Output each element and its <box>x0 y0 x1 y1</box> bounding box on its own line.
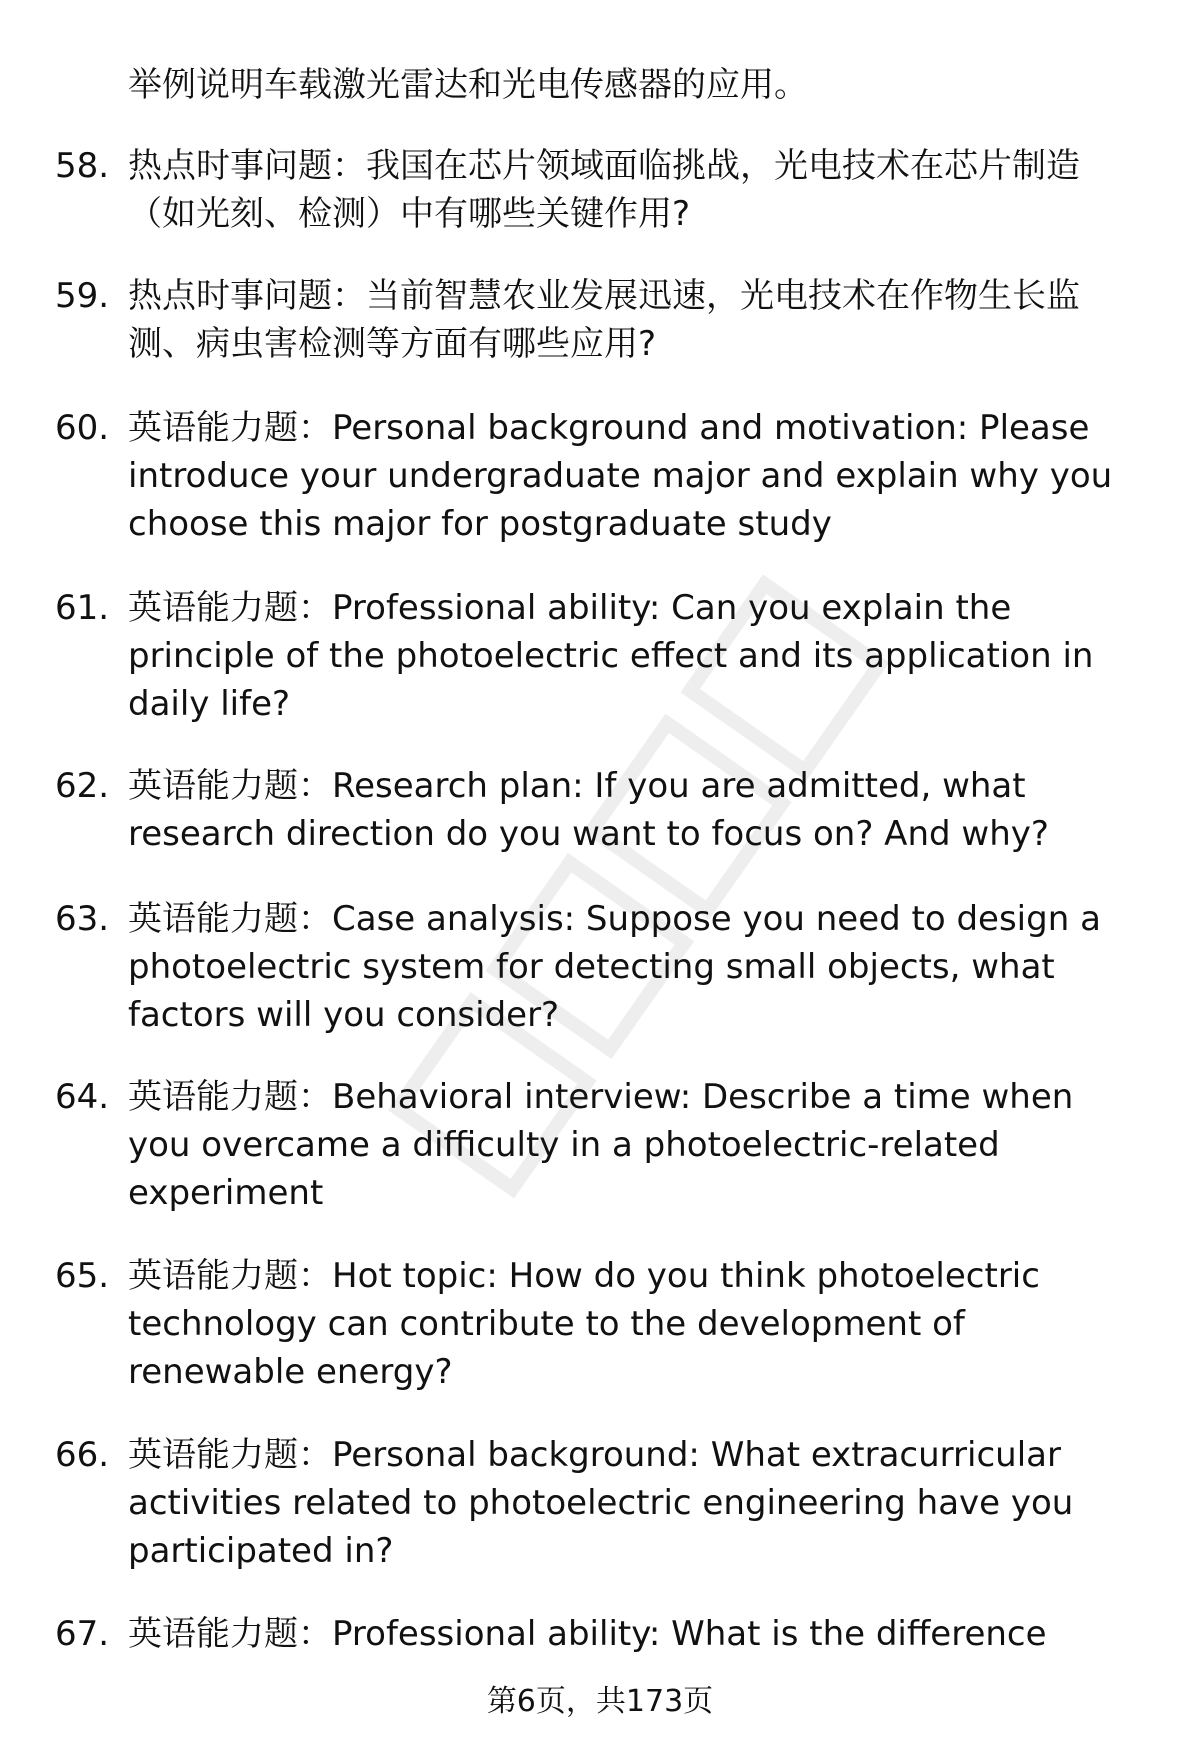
item-text: activities related to photoelectric engineering have you <box>128 1483 1074 1523</box>
item-text: 测、病虫害检测等方面有哪些应用? <box>128 324 657 364</box>
item-number: 64. <box>55 1077 110 1117</box>
item-text: 英语能力题：Case analysis: Suppose you need to design a <box>128 899 1101 939</box>
item-text: participated in? <box>128 1531 394 1571</box>
item-text: research direction do you want to focus on? And why? <box>128 814 1049 854</box>
item-text: choose this major for postgraduate study <box>128 504 832 544</box>
item-text: photoelectric system for detecting small objects, what <box>128 947 1055 987</box>
continuation-text: 举例说明车载激光雷达和光电传感器的应用。 <box>128 65 808 105</box>
item-number: 58. <box>55 146 110 186</box>
item-text: 英语能力题：Personal background and motivation: Please <box>128 408 1090 448</box>
item-text: principle of the photoelectric effect and its application in <box>128 636 1094 676</box>
item-text: 英语能力题：Professional ability: Can you explain the <box>128 588 1012 628</box>
item-text: factors will you consider? <box>128 995 560 1035</box>
item-text: 英语能力题：Hot topic: How do you think photoelectric <box>128 1256 1040 1296</box>
item-text: renewable energy? <box>128 1352 453 1392</box>
item-number: 60. <box>55 408 110 448</box>
item-text: （如光刻、检测）中有哪些关键作用? <box>128 194 691 234</box>
page-footer: 第6页，共173页 <box>486 1684 714 1719</box>
item-text: daily life? <box>128 684 291 724</box>
item-number: 61. <box>55 588 110 628</box>
item-text: 热点时事问题：当前智慧农业发展迅速，光电技术在作物生长监 <box>128 276 1080 316</box>
item-number: 59. <box>55 276 110 316</box>
item-text: you overcame a difficulty in a photoelectric-related <box>128 1125 1000 1165</box>
item-number: 62. <box>55 766 110 806</box>
item-number: 66. <box>55 1435 110 1475</box>
item-text: 英语能力题：Research plan: If you are admitted, what <box>128 766 1026 806</box>
item-number: 63. <box>55 899 110 939</box>
item-text: 英语能力题：Personal background: What extracurricular <box>128 1435 1061 1475</box>
item-text: technology can contribute to the development of <box>128 1304 965 1344</box>
item-text: introduce your undergraduate major and explain why you <box>128 456 1113 496</box>
item-number: 65. <box>55 1256 110 1296</box>
item-text: 热点时事问题：我国在芯片领域面临挑战，光电技术在芯片制造 <box>128 146 1080 186</box>
item-number: 67. <box>55 1614 110 1654</box>
item-text: experiment <box>128 1173 324 1213</box>
item-text: 英语能力题：Professional ability: What is the difference <box>128 1614 1047 1654</box>
item-text: 英语能力题：Behavioral interview: Describe a time when <box>128 1077 1074 1117</box>
